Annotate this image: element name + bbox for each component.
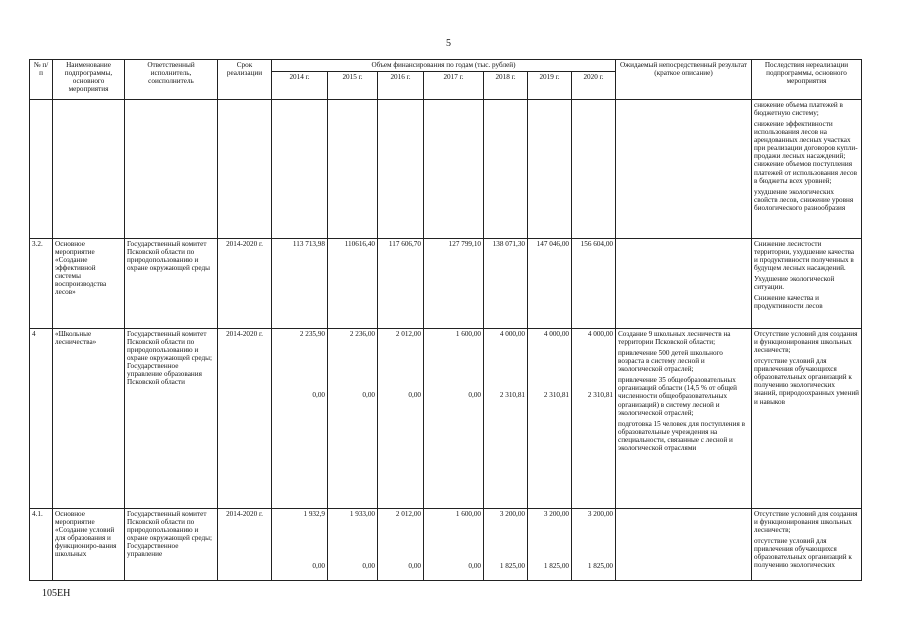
- financing-table: [29, 59, 862, 581]
- result-item: привлечение 500 детей школьного возраста в систему лесной и экологической отраслей;: [618, 349, 723, 374]
- header-year: 2015 г.: [328, 72, 378, 100]
- header-name: Наименование подпрограммы, основного мероприятия: [53, 60, 125, 100]
- value-other: 0,00: [408, 391, 421, 400]
- value-other: 0,00: [468, 391, 481, 400]
- result-item: Создание 9 школьных лесничеств на территории Псковской области;: [618, 330, 731, 347]
- table-row-3-2: [30, 239, 862, 329]
- header-year: 2020 г.: [572, 72, 616, 100]
- value-2017: [424, 509, 484, 581]
- consequence-item: Снижение качества и продуктивности лесов: [754, 294, 823, 311]
- value-regional: 2 012,00: [395, 330, 421, 338]
- value-2017: 127 799,10: [424, 239, 484, 329]
- value-regional: 4 000,00: [587, 330, 613, 338]
- value-other: 0,00: [312, 562, 325, 571]
- value-other: 1 825,00: [587, 562, 613, 571]
- header-consequences: Последствия нереализации подпрограммы, основного мероприятия: [752, 60, 862, 100]
- header-responsible: Ответственный исполнитель, соисполнитель: [125, 60, 218, 100]
- value-regional: 2 235,90: [299, 330, 325, 338]
- value-regional: 1 600,00: [455, 330, 481, 338]
- value-regional: 2 012,00: [395, 510, 421, 518]
- value-regional: 4 000,00: [543, 330, 569, 338]
- value-other: 0,00: [468, 562, 481, 571]
- header-year: 2016 г.: [378, 72, 424, 100]
- value-2018: [484, 329, 528, 509]
- responsible-executor: Государственный комитет Псковской области по природопользованию и охране окружающей среды; Государственное управление образования Псковской области: [125, 329, 218, 509]
- row-number: 4: [30, 329, 53, 509]
- consequences-cell: [752, 239, 862, 329]
- consequences-cell: [752, 100, 862, 239]
- implementation-term: 2014-2020 г.: [218, 329, 272, 509]
- value-regional: 4 000,00: [499, 330, 525, 338]
- row-number: 3.2.: [30, 239, 53, 329]
- header-year: 2017 г.: [424, 72, 484, 100]
- value-2020: [572, 509, 616, 581]
- header-term: Срок реализации: [218, 60, 272, 100]
- responsible-executor: Государственный комитет Псковской области по природопользованию и охране окружающей среды; Государственное управление: [125, 509, 218, 581]
- result-item: подготовка 15 человек для поступления в образовательные учреждения на специальности, связанные с лесной и экологической отраслями: [618, 419, 745, 452]
- value-regional: 3 200,00: [499, 510, 525, 518]
- consequence-item: снижение эффективности использования лесов на арендованных лесных участках при реализации договоров купли-продажи лесных насаждений; снижение объемов поступления платежей от использования лесов в бюджеты всех уровней;: [754, 120, 858, 185]
- value-other: 0,00: [362, 391, 375, 400]
- measure-name: «Школьные лесничества»: [53, 329, 125, 509]
- table-row-4: [30, 329, 862, 509]
- value-2020: [572, 329, 616, 509]
- result-item: привлечение 35 общеобразовательных организаций области (14,5 % от общей численности общеобразовательных организаций) в систему лесной и экологической отраслей;: [618, 376, 738, 417]
- value-other: 1 825,00: [499, 562, 525, 571]
- consequence-item: отсутствие условий для привлечения обучающихся образовательных организаций к получению экологических знаний, природоохранных умений и навыков: [754, 357, 860, 406]
- measure-name: Основное мероприятие «Создание эффективной системы воспроизводства лесов»: [53, 239, 125, 329]
- value-2017: [424, 329, 484, 509]
- header-year: 2019 г.: [528, 72, 572, 100]
- value-2016: [378, 509, 424, 581]
- value-other: 0,00: [408, 562, 421, 571]
- consequences-cell: [752, 329, 862, 509]
- consequence-item: отсутствие условий для привлечения обучающихся образовательных организаций к получению экологических: [754, 537, 852, 570]
- measure-name: Основное мероприятие «Создание условий для образования и функциониро-вания школьных: [53, 509, 125, 581]
- row-number: 4.1.: [30, 509, 53, 581]
- table-row-4-1: [30, 509, 862, 581]
- value-2016: [378, 329, 424, 509]
- value-2014: [272, 329, 328, 509]
- header-result: Ожидаемый непосредственный результат (краткое описание): [616, 60, 752, 100]
- header-year: 2018 г.: [484, 72, 528, 100]
- consequence-item: ухудшение экологических свойств лесов, снижение уровня биологического разнообразия: [754, 187, 854, 212]
- value-other: 2 310,81: [543, 391, 569, 400]
- value-2014: 113 713,98: [272, 239, 328, 329]
- value-2015: [328, 509, 378, 581]
- table-row-continuation: [30, 100, 862, 239]
- value-2014: [272, 509, 328, 581]
- value-2019: 147 046,00: [528, 239, 572, 329]
- value-regional: 1 933,00: [349, 510, 375, 518]
- implementation-term: 2014-2020 г.: [218, 239, 272, 329]
- value-regional: 3 200,00: [543, 510, 569, 518]
- consequence-item: Снижение лесистости территории, ухудшение качества и продуктивности полученных в будущем лесных насаждений.: [754, 240, 855, 273]
- value-other: 1 825,00: [543, 562, 569, 571]
- consequence-item: Отсутствие условий для создания и функционирования школьных лесничеств;: [754, 510, 858, 535]
- value-2018: [484, 509, 528, 581]
- value-other: 2 310,81: [499, 391, 525, 400]
- value-2016: 117 606,70: [378, 239, 424, 329]
- value-2020: 156 604,00: [572, 239, 616, 329]
- consequences-cell: [752, 509, 862, 581]
- header-financing: Объем финансирования по годам (тыс. рублей): [272, 60, 616, 72]
- value-other: 0,00: [362, 562, 375, 571]
- consequence-item: Отсутствие условий для создания и функционирования школьных лесничеств;: [754, 330, 858, 355]
- implementation-term: 2014-2020 г.: [218, 509, 272, 581]
- value-2018: 138 071,30: [484, 239, 528, 329]
- header-year: 2014 г.: [272, 72, 328, 100]
- value-other: 0,00: [312, 391, 325, 400]
- value-2019: [528, 509, 572, 581]
- header-row-1: [30, 60, 862, 72]
- value-regional: 1 932,9: [303, 510, 325, 518]
- responsible-executor: Государственный комитет Псковской области по природопользованию и охране окружающей среды: [125, 239, 218, 329]
- value-regional: 2 236,00: [349, 330, 375, 338]
- value-2015: 110616,40: [328, 239, 378, 329]
- header-no: № п/п: [30, 60, 53, 100]
- value-regional: 3 200,00: [587, 510, 613, 518]
- result-cell: [616, 329, 752, 509]
- footer-code: 105ЕН: [42, 588, 71, 599]
- value-2019: [528, 329, 572, 509]
- value-regional: 1 600,00: [455, 510, 481, 518]
- page-number: 5: [446, 38, 451, 49]
- value-2015: [328, 329, 378, 509]
- consequence-item: Ухудшение экологической ситуации.: [754, 275, 835, 292]
- consequence-item: снижение объема платежей в бюджетную систему;: [754, 101, 843, 118]
- value-other: 2 310,81: [587, 391, 613, 400]
